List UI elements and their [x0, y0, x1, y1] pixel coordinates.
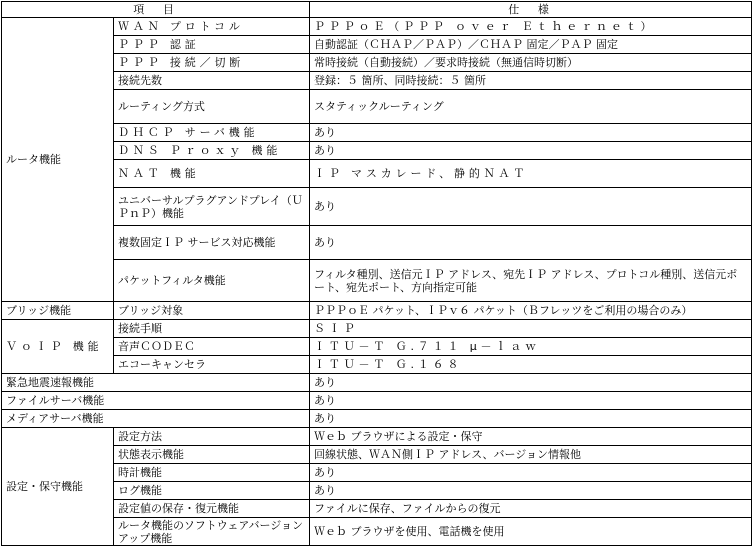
- group-eew: 緊急地震速報機能: [2, 374, 310, 392]
- table-row: [2, 260, 752, 302]
- row-value: スタティックルーティング: [310, 90, 752, 124]
- group-voip: ＶｏＩＰ 機能: [2, 320, 114, 374]
- row-value: あり: [310, 410, 752, 428]
- row-label: エコーキャンセラ: [114, 356, 310, 374]
- row-label: ＷＡＮ プロトコル: [114, 18, 310, 36]
- table-row: [2, 482, 752, 500]
- table-row: [2, 188, 752, 226]
- row-value: あり: [310, 226, 752, 260]
- table-row: [2, 18, 752, 36]
- row-label: ＤＮＳ Ｐｒｏｘｙ 機能: [114, 142, 310, 160]
- row-value: ファイルに保存、ファイルからの復元: [310, 500, 752, 518]
- row-label: ユニバーサルプラグアンドプレイ（ＵＰｎＰ）機能: [114, 188, 310, 226]
- table-row: [2, 226, 752, 260]
- row-label: ログ機能: [114, 482, 310, 500]
- row-value: ＰＰＰｏＥ（ＰＰＰ ｏｖｅｒ Ｅｔｈｅｒｎｅｔ）: [310, 18, 752, 36]
- group-mediaserver: メディアサーバ機能: [2, 410, 310, 428]
- row-value: あり: [310, 374, 752, 392]
- row-value: あり: [310, 482, 752, 500]
- row-label: ＤＨＣＰ サーバ機能: [114, 124, 310, 142]
- table-row: [2, 36, 752, 54]
- table-row: [2, 428, 752, 446]
- row-label: 状態表示機能: [114, 446, 310, 464]
- table-row: [2, 160, 752, 188]
- row-value: ＩＴＵ－Ｔ Ｇ.７１１ μ－ｌａｗ: [310, 338, 752, 356]
- row-label: 時計機能: [114, 464, 310, 482]
- row-label: 音声ＣＯＤＥＣ: [114, 338, 310, 356]
- table-row: [2, 54, 752, 72]
- row-label: 設定値の保存・復元機能: [114, 500, 310, 518]
- table-row: [2, 142, 752, 160]
- row-label: ＰＰＰ 認証: [114, 36, 310, 54]
- row-value: 登録：５ 箇所、同時接続：５ 箇所: [310, 72, 752, 90]
- table-row: [2, 124, 752, 142]
- row-value: あり: [310, 142, 752, 160]
- row-label: 設定方法: [114, 428, 310, 446]
- table-row: [2, 410, 752, 428]
- table-row: [2, 392, 752, 410]
- row-value: Ｗｅｂ ブラウザによる設定・保守: [310, 428, 752, 446]
- row-label: 接続先数: [114, 72, 310, 90]
- table-row: [2, 464, 752, 482]
- row-value: 自動認証（ＣＨＡＰ／ＰＡＰ）／ＣＨＡＰ 固定／ＰＡＰ 固定: [310, 36, 752, 54]
- group-router: ルータ機能: [2, 18, 114, 302]
- table-row: [2, 338, 752, 356]
- row-value: あり: [310, 392, 752, 410]
- row-value: ＰＰＰｏＥ パケット、ＩＰｖ６ パケット（Ｂフレッツをご利用の場合のみ）: [310, 302, 752, 320]
- header-spec: 仕 様: [310, 2, 752, 18]
- row-value: 回線状態、ＷＡＮ側ＩＰ アドレス、バージョン情報他: [310, 446, 752, 464]
- table-row: [2, 90, 752, 124]
- row-value: 常時接続（自動接続）／要求時接続（無通信時切断）: [310, 54, 752, 72]
- row-value: ＳＩＰ: [310, 320, 752, 338]
- table-row: [2, 374, 752, 392]
- row-value: ＩＰ マスカレード、静的ＮＡＴ: [310, 160, 752, 188]
- table-row: [2, 72, 752, 90]
- group-settings: 設定・保守機能: [2, 428, 114, 546]
- row-label: 複数固定ＩＰ サービス対応機能: [114, 226, 310, 260]
- table-row: [2, 356, 752, 374]
- header-item: 項 目: [2, 2, 310, 18]
- table-row: [2, 518, 752, 546]
- row-value: あり: [310, 464, 752, 482]
- row-label: ＮＡＴ 機能: [114, 160, 310, 188]
- row-label: ＰＰＰ 接続／切断: [114, 54, 310, 72]
- group-bridge: ブリッジ機能: [2, 302, 114, 320]
- table-row: [2, 320, 752, 338]
- row-value: あり: [310, 124, 752, 142]
- row-label: パケットフィルタ機能: [114, 260, 310, 302]
- row-value: フィルタ種別、送信元ＩＰ アドレス、宛先ＩＰ アドレス、プロトコル種別、送信元ポート、宛先ポート、方向指定可能: [310, 260, 752, 302]
- row-label: ルータ機能のソフトウェアバージョンアップ機能: [114, 518, 310, 546]
- spec-table: [1, 1, 752, 546]
- row-label: ルーティング方式: [114, 90, 310, 124]
- row-label: ブリッジ対象: [114, 302, 310, 320]
- row-value: あり: [310, 188, 752, 226]
- row-value: ＩＴＵ－Ｔ Ｇ.１６８: [310, 356, 752, 374]
- group-fileserver: ファイルサーバ機能: [2, 392, 310, 410]
- table-row: [2, 500, 752, 518]
- table-row: [2, 446, 752, 464]
- table-row: [2, 302, 752, 320]
- table-header-row: [2, 2, 752, 18]
- row-label: 接続手順: [114, 320, 310, 338]
- row-value: Ｗｅｂ ブラウザを使用、電話機を使用: [310, 518, 752, 546]
